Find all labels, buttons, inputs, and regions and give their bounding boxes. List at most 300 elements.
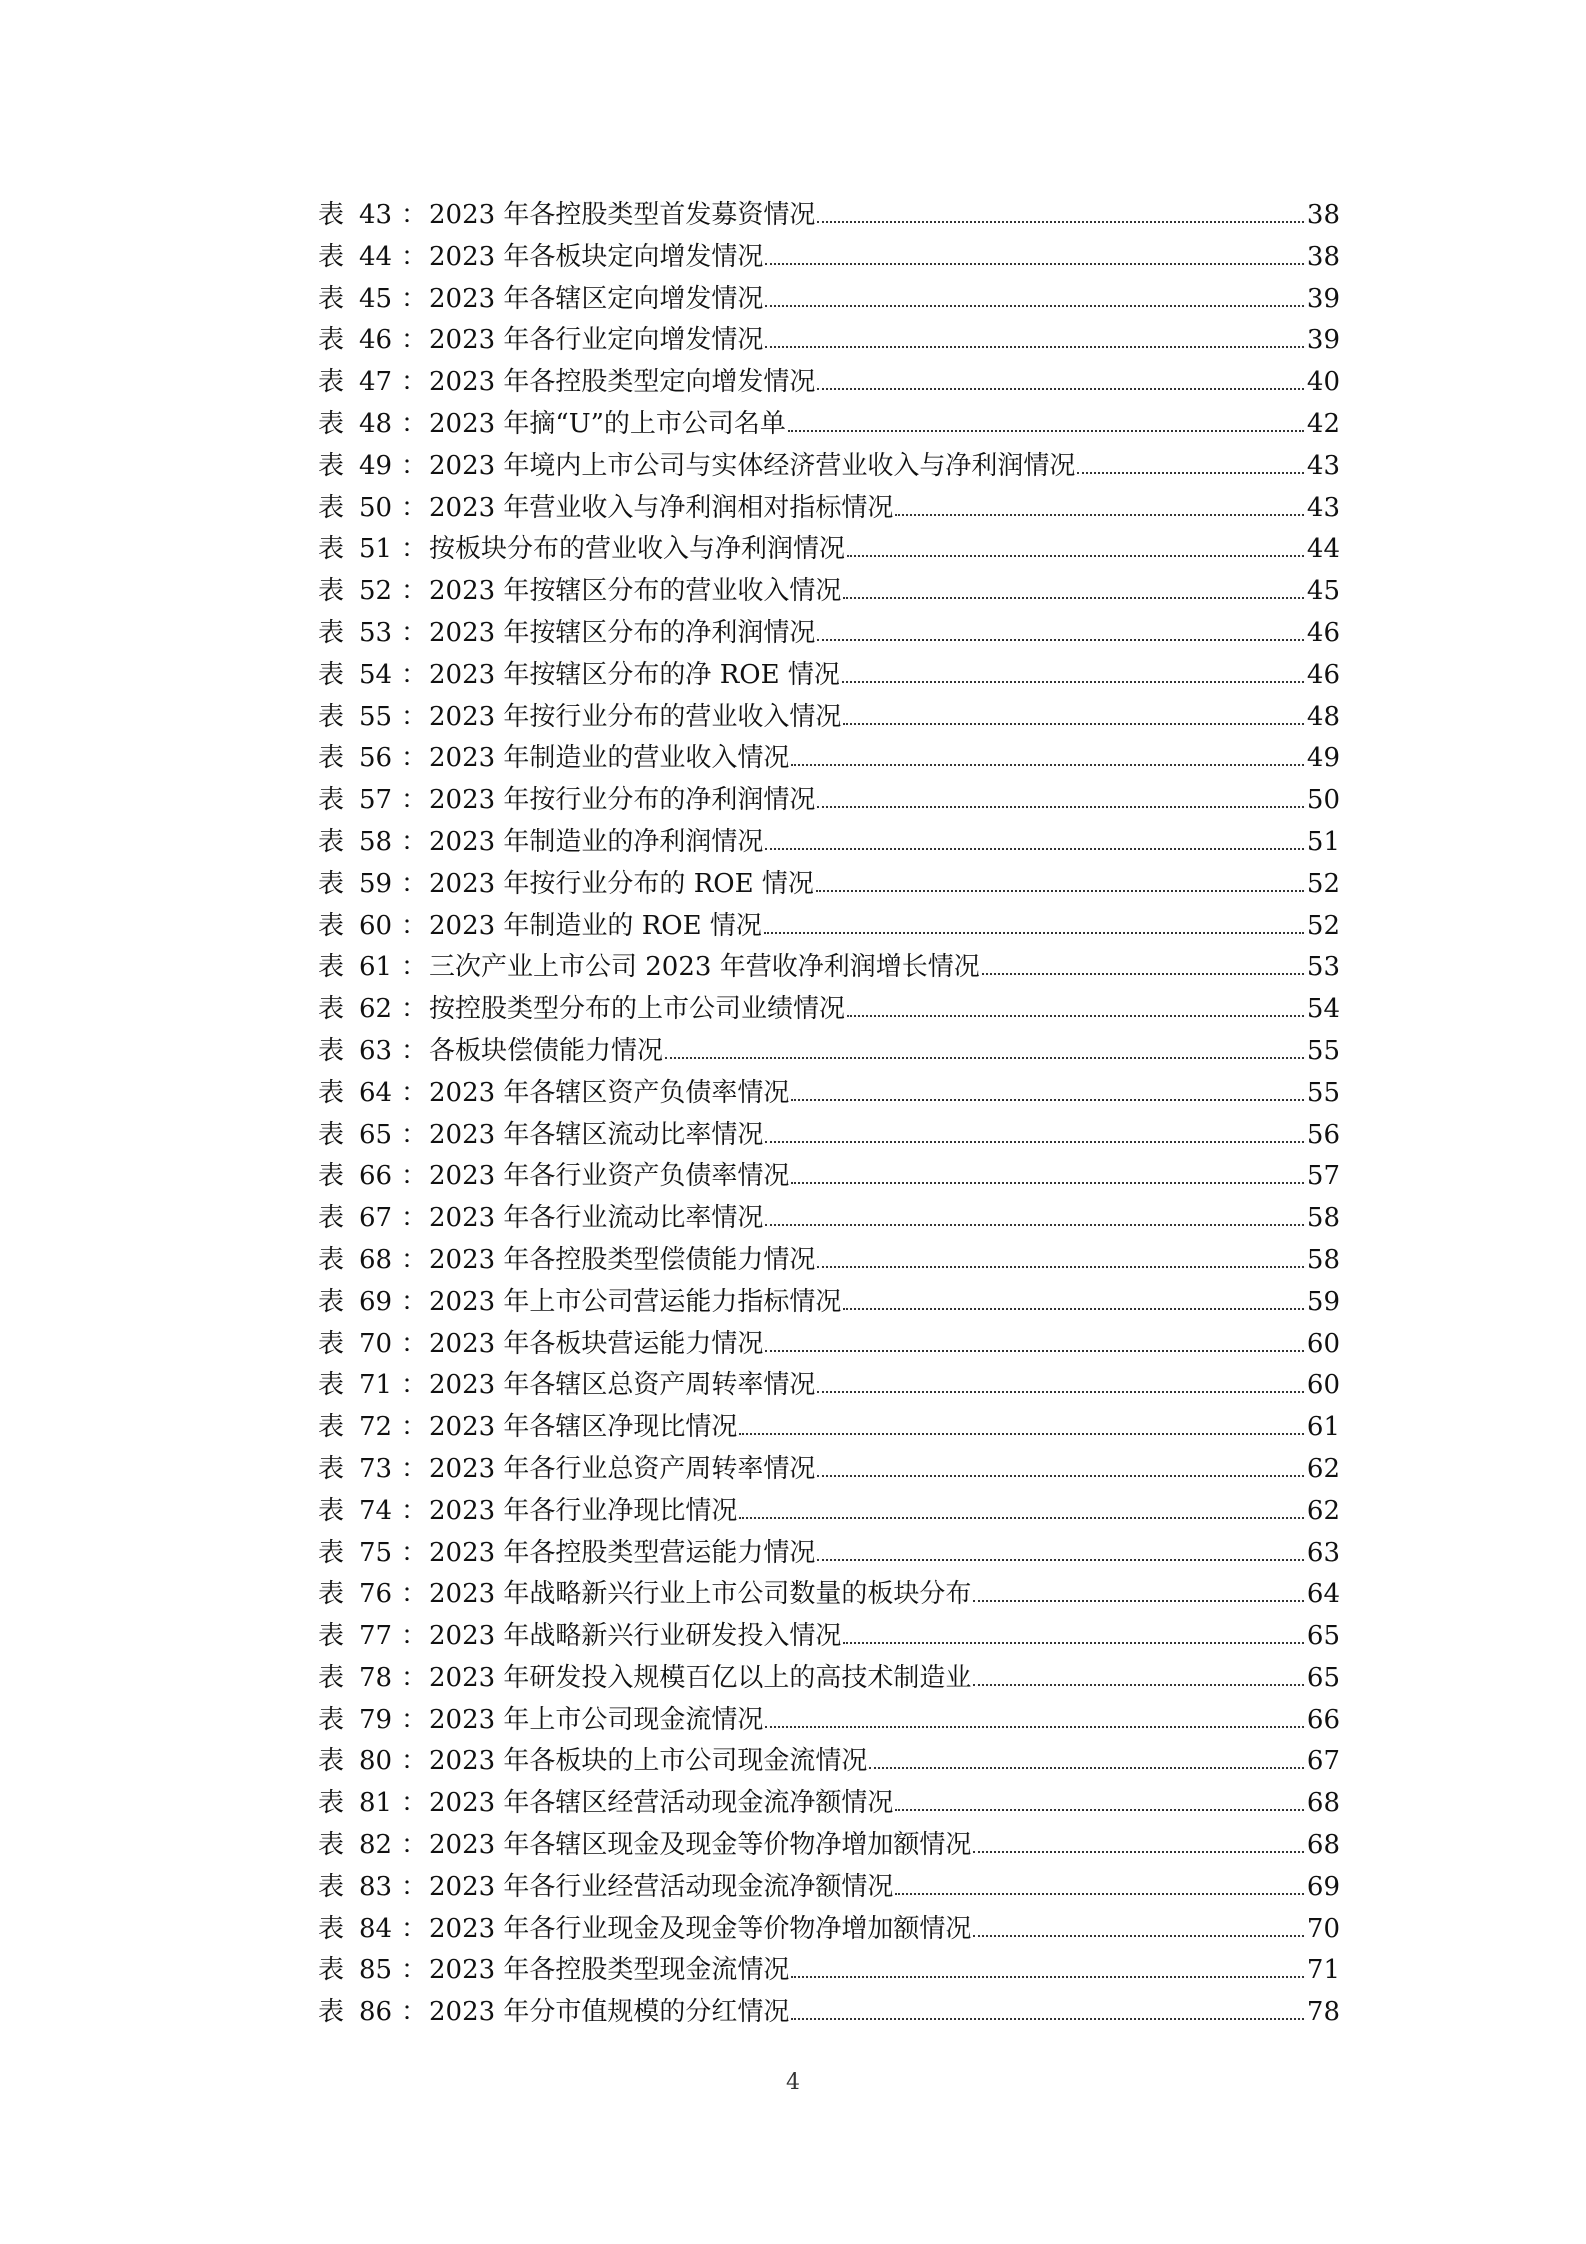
toc-entry-prefix: 表 xyxy=(318,1119,345,1150)
toc-entry-prefix: 表 xyxy=(318,1328,345,1359)
toc-entry-title: 2023 年制造业的 ROE 情况 xyxy=(429,910,762,941)
toc-entry-title: 2023 年按行业分布的 ROE 情况 xyxy=(429,868,814,899)
toc-entry-label xyxy=(318,655,429,697)
toc-entry-separator: ： xyxy=(400,1119,427,1150)
toc-entry-title: 2023 年制造业的净利润情况 xyxy=(429,826,764,857)
toc-entry-title: 2023 年上市公司营运能力指标情况 xyxy=(429,1286,842,1317)
toc-entry-prefix: 表 xyxy=(318,1830,345,1861)
toc-entry-prefix: 表 xyxy=(318,1244,345,1275)
toc-entry-prefix: 表 xyxy=(318,1662,345,1693)
toc-entry-page-number: 59 xyxy=(1306,1286,1340,1317)
toc-entry[interactable] xyxy=(318,1658,1340,1700)
toc-dot-leader xyxy=(895,513,1303,516)
toc-entry-number: 58 xyxy=(358,826,393,857)
toc-entry-page-number: 61 xyxy=(1306,1412,1340,1443)
toc-entry-title: 按板块分布的营业收入与净利润情况 xyxy=(429,534,846,565)
toc-entry-number: 62 xyxy=(358,994,393,1025)
toc-entry-label xyxy=(318,1073,429,1115)
toc-entry-label xyxy=(318,1574,429,1616)
toc-entry-prefix: 表 xyxy=(318,952,345,983)
toc-entry-separator: ： xyxy=(400,1746,427,1777)
toc-entry[interactable] xyxy=(318,1365,1340,1407)
toc-entry-separator: ： xyxy=(400,1871,427,1902)
toc-entry-label xyxy=(318,320,429,362)
toc-entry-title: 2023 年各辖区现金及现金等价物净增加额情况 xyxy=(429,1830,972,1861)
toc-entry[interactable] xyxy=(318,1156,1340,1198)
toc-entry-prefix: 表 xyxy=(318,1203,345,1234)
toc-entry-prefix: 表 xyxy=(318,1913,345,1944)
toc-entry-title: 2023 年各控股类型首发募资情况 xyxy=(429,200,816,230)
toc-dot-leader xyxy=(843,1641,1303,1644)
toc-entry-title: 2023 年战略新兴行业研发投入情况 xyxy=(429,1621,842,1652)
toc-entry-number: 49 xyxy=(358,450,393,481)
toc-entry-label xyxy=(318,697,429,739)
toc-entry-title: 2023 年分市值规模的分红情况 xyxy=(429,1997,790,2028)
toc-entry[interactable] xyxy=(318,1449,1340,1491)
toc-entry-separator: ： xyxy=(400,1662,427,1693)
toc-entry-number: 56 xyxy=(358,743,393,774)
toc-entry-label xyxy=(318,1198,429,1240)
toc-entry-label xyxy=(318,404,429,446)
toc-entry-number: 54 xyxy=(358,659,393,690)
toc-entry-separator: ： xyxy=(400,701,427,732)
toc-dot-leader xyxy=(788,429,1304,432)
toc-entry-page-number: 65 xyxy=(1306,1662,1340,1693)
toc-entry-prefix: 表 xyxy=(318,1955,345,1986)
toc-entry-label xyxy=(318,1115,429,1157)
toc-dot-leader xyxy=(791,1098,1303,1101)
toc-entry[interactable] xyxy=(318,738,1340,780)
toc-entry-prefix: 表 xyxy=(318,1370,345,1401)
toc-entry-label xyxy=(318,1658,429,1700)
toc-entry-prefix: 表 xyxy=(318,325,345,356)
toc-entry-page-number: 42 xyxy=(1306,408,1340,439)
toc-entry[interactable] xyxy=(318,237,1340,279)
toc-entry-page-number: 62 xyxy=(1306,1495,1340,1526)
toc-entry[interactable] xyxy=(318,822,1340,864)
toc-entry-label xyxy=(318,571,429,613)
toc-entry-separator: ： xyxy=(400,868,427,899)
toc-entry-title: 三次产业上市公司 2023 年营收净利润增长情况 xyxy=(429,952,980,983)
toc-dot-leader xyxy=(817,387,1303,390)
toc-dot-leader xyxy=(765,345,1303,348)
toc-entry-page-number: 68 xyxy=(1306,1788,1340,1819)
toc-entry-page-number: 56 xyxy=(1306,1119,1340,1150)
toc-entry[interactable] xyxy=(318,1950,1340,1992)
toc-dot-leader xyxy=(843,596,1303,599)
toc-entry-number: 80 xyxy=(358,1746,393,1777)
toc-entry-title: 2023 年各行业定向增发情况 xyxy=(429,325,764,356)
toc-entry-separator: ： xyxy=(400,1913,427,1944)
toc-entry-prefix: 表 xyxy=(318,1537,345,1568)
toc-entry-number: 53 xyxy=(358,617,393,648)
toc-entry-number: 71 xyxy=(358,1370,393,1401)
toc-entry-number: 44 xyxy=(358,241,393,272)
toc-entry-prefix: 表 xyxy=(318,1579,345,1610)
toc-entry-prefix: 表 xyxy=(318,367,345,398)
toc-entry-number: 86 xyxy=(358,1997,393,2028)
toc-entry-label xyxy=(318,195,429,237)
toc-entry-prefix: 表 xyxy=(318,1453,345,1484)
toc-entry-separator: ： xyxy=(400,1704,427,1735)
toc-entry-label xyxy=(318,1365,429,1407)
toc-entry-title: 2023 年各辖区总资产周转率情况 xyxy=(429,1370,816,1401)
toc-entry[interactable] xyxy=(318,989,1340,1031)
toc-entry[interactable] xyxy=(318,1992,1340,2034)
toc-dot-leader xyxy=(1077,471,1303,474)
toc-entry-label xyxy=(318,989,429,1031)
toc-entry-separator: ： xyxy=(400,1286,427,1317)
toc-entry-title: 2023 年各行业现金及现金等价物净增加额情况 xyxy=(429,1913,972,1944)
toc-entry-label xyxy=(318,1741,429,1783)
toc-dot-leader xyxy=(765,262,1303,265)
toc-entry-number: 52 xyxy=(358,576,393,607)
toc-entry[interactable] xyxy=(318,1616,1340,1658)
toc-entry-page-number: 38 xyxy=(1306,200,1340,230)
toc-entry-number: 75 xyxy=(358,1537,393,1568)
toc-dot-leader xyxy=(847,1014,1304,1017)
toc-entry-label xyxy=(318,362,429,404)
toc-dot-leader xyxy=(973,1850,1303,1853)
toc-entry-separator: ： xyxy=(400,492,427,523)
toc-entry-page-number: 43 xyxy=(1306,492,1340,523)
toc-entry-separator: ： xyxy=(400,325,427,356)
toc-dot-leader xyxy=(817,1265,1303,1268)
toc-entry-title: 2023 年各行业经营活动现金流净额情况 xyxy=(429,1871,894,1902)
toc-entry-prefix: 表 xyxy=(318,1871,345,1902)
toc-entry-number: 84 xyxy=(358,1913,393,1944)
toc-entry-title: 2023 年各控股类型营运能力情况 xyxy=(429,1537,816,1568)
toc-entry-page-number: 58 xyxy=(1306,1203,1340,1234)
toc-entry-prefix: 表 xyxy=(318,1286,345,1317)
page-number: 4 xyxy=(786,2070,800,2095)
toc-entry[interactable] xyxy=(318,529,1340,571)
toc-entry-separator: ： xyxy=(400,283,427,314)
toc-entry-prefix: 表 xyxy=(318,1997,345,2028)
toc-entry-prefix: 表 xyxy=(318,994,345,1025)
toc-entry-title: 2023 年上市公司现金流情况 xyxy=(429,1704,764,1735)
toc-dot-leader xyxy=(869,1766,1303,1769)
toc-entry-separator: ： xyxy=(400,1077,427,1108)
toc-entry-number: 69 xyxy=(358,1286,393,1317)
toc-entry-page-number: 55 xyxy=(1306,1035,1340,1066)
toc-entry-page-number: 52 xyxy=(1306,868,1340,899)
toc-entry[interactable] xyxy=(318,488,1340,530)
toc-entry-title: 2023 年按辖区分布的营业收入情况 xyxy=(429,576,842,607)
toc-entry-number: 45 xyxy=(358,283,393,314)
toc-entry-label xyxy=(318,488,429,530)
toc-entry-label xyxy=(318,738,429,780)
toc-entry[interactable] xyxy=(318,1198,1340,1240)
toc-dot-leader xyxy=(895,1892,1303,1895)
toc-entry-title: 2023 年各板块定向增发情况 xyxy=(429,241,764,272)
toc-entry-separator: ： xyxy=(400,1203,427,1234)
toc-entry-number: 85 xyxy=(358,1955,393,1986)
toc-entry-title: 2023 年按行业分布的净利润情况 xyxy=(429,785,816,816)
toc-dot-leader xyxy=(791,2017,1303,2020)
toc-entry-separator: ： xyxy=(400,1621,427,1652)
toc-entry[interactable] xyxy=(318,1491,1340,1533)
toc-entry-separator: ： xyxy=(400,1997,427,2028)
toc-entry-title: 2023 年各辖区定向增发情况 xyxy=(429,283,764,314)
toc-dot-leader xyxy=(765,1349,1303,1352)
toc-entry-prefix: 表 xyxy=(318,1161,345,1192)
toc-entry-separator: ： xyxy=(400,1328,427,1359)
toc-entry-page-number: 39 xyxy=(1306,325,1340,356)
toc-entry[interactable] xyxy=(318,320,1340,362)
toc-entry-title: 各板块偿债能力情况 xyxy=(429,1035,664,1066)
toc-dot-leader xyxy=(973,1683,1303,1686)
toc-entry-separator: ： xyxy=(400,576,427,607)
toc-dot-leader xyxy=(817,220,1303,223)
toc-entry[interactable] xyxy=(318,613,1340,655)
toc-entry[interactable] xyxy=(318,404,1340,446)
toc-entry[interactable] xyxy=(318,1700,1340,1742)
toc-entry-page-number: 40 xyxy=(1306,367,1340,398)
toc-entry-separator: ： xyxy=(400,785,427,816)
toc-entry-title: 2023 年制造业的营业收入情况 xyxy=(429,743,790,774)
toc-entry[interactable] xyxy=(318,1282,1340,1324)
toc-dot-leader xyxy=(843,722,1303,725)
toc-dot-leader xyxy=(739,1432,1303,1435)
toc-dot-leader xyxy=(817,1474,1303,1477)
toc-entry-title: 2023 年各控股类型定向增发情况 xyxy=(429,367,816,398)
toc-entry-page-number: 63 xyxy=(1306,1537,1340,1568)
toc-entry-separator: ： xyxy=(400,367,427,398)
toc-entry-title: 2023 年各控股类型现金流情况 xyxy=(429,1955,790,1986)
toc-entry-page-number: 57 xyxy=(1306,1161,1340,1192)
toc-entry-prefix: 表 xyxy=(318,492,345,523)
toc-entry-number: 48 xyxy=(358,408,393,439)
toc-dot-leader xyxy=(973,1599,1303,1602)
toc-dot-leader xyxy=(765,1223,1303,1226)
toc-entry-separator: ： xyxy=(400,910,427,941)
toc-entry-label xyxy=(318,1950,429,1992)
toc-entry[interactable] xyxy=(318,1741,1340,1783)
toc-entry-separator: ： xyxy=(400,659,427,690)
toc-entry-prefix: 表 xyxy=(318,1077,345,1108)
toc-entry[interactable] xyxy=(318,1240,1340,1282)
toc-entry[interactable] xyxy=(318,446,1340,488)
toc-entry[interactable] xyxy=(318,571,1340,613)
toc-entry-page-number: 53 xyxy=(1306,952,1340,983)
toc-entry-title: 2023 年按行业分布的营业收入情况 xyxy=(429,701,842,732)
toc-entry-label xyxy=(318,279,429,321)
toc-entry[interactable] xyxy=(318,864,1340,906)
toc-dot-leader xyxy=(817,1390,1303,1393)
toc-entry-page-number: 49 xyxy=(1306,743,1340,774)
toc-entry-label xyxy=(318,1407,429,1449)
toc-entry-separator: ： xyxy=(400,1579,427,1610)
toc-entry-separator: ： xyxy=(400,200,427,230)
toc-entry-page-number: 71 xyxy=(1306,1955,1340,1986)
toc-entry[interactable] xyxy=(318,655,1340,697)
toc-entry-prefix: 表 xyxy=(318,450,345,481)
toc-entry-separator: ： xyxy=(400,1495,427,1526)
toc-dot-leader xyxy=(791,763,1303,766)
toc-entry-separator: ： xyxy=(400,1161,427,1192)
toc-entry-number: 57 xyxy=(358,785,393,816)
toc-entry-prefix: 表 xyxy=(318,826,345,857)
toc-entry[interactable] xyxy=(318,906,1340,948)
toc-entry[interactable] xyxy=(318,1783,1340,1825)
toc-entry[interactable] xyxy=(318,1825,1340,1867)
toc-entry-label xyxy=(318,1324,429,1366)
toc-entry-page-number: 52 xyxy=(1306,910,1340,941)
toc-entry-prefix: 表 xyxy=(318,1035,345,1066)
toc-entry-page-number: 39 xyxy=(1306,283,1340,314)
toc-entry[interactable] xyxy=(318,362,1340,404)
toc-entry[interactable] xyxy=(318,1031,1340,1073)
toc-dot-leader xyxy=(765,847,1303,850)
toc-entry-page-number: 66 xyxy=(1306,1704,1340,1735)
toc-entry[interactable] xyxy=(318,1115,1340,1157)
toc-entry-title: 2023 年各辖区流动比率情况 xyxy=(429,1119,764,1150)
toc-dot-leader xyxy=(791,1975,1303,1978)
toc-entry-title: 2023 年研发投入规模百亿以上的高技术制造业 xyxy=(429,1662,972,1693)
toc-entry-number: 77 xyxy=(358,1621,393,1652)
toc-dot-leader xyxy=(843,1307,1303,1310)
toc-entry-title: 按控股类型分布的上市公司业绩情况 xyxy=(429,994,846,1025)
toc-entry-label xyxy=(318,613,429,655)
toc-entry-number: 79 xyxy=(358,1704,393,1735)
toc-entry-number: 83 xyxy=(358,1871,393,1902)
toc-entry-label xyxy=(318,864,429,906)
toc-entry-page-number: 60 xyxy=(1306,1370,1340,1401)
toc-entry[interactable] xyxy=(318,1867,1340,1909)
toc-entry[interactable] xyxy=(318,195,1340,237)
toc-entry-prefix: 表 xyxy=(318,241,345,272)
toc-entry[interactable] xyxy=(318,1073,1340,1115)
toc-entry-separator: ： xyxy=(400,241,427,272)
toc-entry-number: 70 xyxy=(358,1328,393,1359)
toc-entry-number: 55 xyxy=(358,701,393,732)
toc-dot-leader xyxy=(665,1056,1304,1059)
toc-entry-label xyxy=(318,1700,429,1742)
toc-entry-title: 2023 年各行业流动比率情况 xyxy=(429,1203,764,1234)
toc-entry-title: 2023 年各辖区经营活动现金流净额情况 xyxy=(429,1788,894,1819)
toc-dot-leader xyxy=(765,304,1303,307)
toc-entry-page-number: 62 xyxy=(1306,1453,1340,1484)
toc-entry-title: 2023 年各辖区资产负债率情况 xyxy=(429,1077,790,1108)
toc-dot-leader xyxy=(817,1558,1303,1561)
toc-entry-label xyxy=(318,1825,429,1867)
toc-entry-page-number: 38 xyxy=(1306,241,1340,272)
toc-entry[interactable] xyxy=(318,1909,1340,1951)
toc-entry-page-number: 65 xyxy=(1306,1621,1340,1652)
toc-entry-separator: ： xyxy=(400,1830,427,1861)
toc-entry-label xyxy=(318,947,429,989)
toc-entry[interactable] xyxy=(318,697,1340,739)
toc-entry-page-number: 46 xyxy=(1306,617,1340,648)
toc-entry-separator: ： xyxy=(400,1412,427,1443)
toc-entry-title: 2023 年各辖区净现比情况 xyxy=(429,1412,738,1443)
toc-entry[interactable] xyxy=(318,1407,1340,1449)
toc-entry-separator: ： xyxy=(400,450,427,481)
toc-entry-number: 46 xyxy=(358,325,393,356)
toc-entry-number: 59 xyxy=(358,868,393,899)
toc-entry-prefix: 表 xyxy=(318,1704,345,1735)
toc-entry-number: 68 xyxy=(358,1244,393,1275)
toc-entry-number: 82 xyxy=(358,1830,393,1861)
toc-entry[interactable] xyxy=(318,279,1340,321)
toc-entry[interactable] xyxy=(318,1533,1340,1575)
toc-dot-leader xyxy=(764,931,1304,934)
toc-entry-number: 64 xyxy=(358,1077,393,1108)
toc-entry-separator: ： xyxy=(400,1788,427,1819)
toc-entry-prefix: 表 xyxy=(318,283,345,314)
toc-entry-title: 2023 年各行业净现比情况 xyxy=(429,1495,738,1526)
toc-entry-prefix: 表 xyxy=(318,701,345,732)
toc-entry-title: 2023 年各板块的上市公司现金流情况 xyxy=(429,1746,868,1777)
toc-entry[interactable] xyxy=(318,1574,1340,1616)
toc-entry-title: 2023 年营业收入与净利润相对指标情况 xyxy=(429,492,894,523)
toc-entry-page-number: 68 xyxy=(1306,1830,1340,1861)
toc-entry-number: 73 xyxy=(358,1453,393,1484)
toc-entry-label xyxy=(318,1783,429,1825)
toc-entry-prefix: 表 xyxy=(318,1621,345,1652)
toc-entry-prefix: 表 xyxy=(318,743,345,774)
toc-entry-label xyxy=(318,780,429,822)
toc-entry-page-number: 67 xyxy=(1306,1746,1340,1777)
toc-entry-prefix: 表 xyxy=(318,617,345,648)
toc-entry-separator: ： xyxy=(400,1035,427,1066)
toc-entry-page-number: 46 xyxy=(1306,659,1340,690)
toc-entry-separator: ： xyxy=(400,994,427,1025)
toc-entry-title: 2023 年各板块营运能力情况 xyxy=(429,1328,764,1359)
toc-entry-page-number: 44 xyxy=(1306,534,1340,565)
toc-entry-number: 47 xyxy=(358,367,393,398)
table-of-contents-list xyxy=(318,195,1340,2034)
toc-entry-label xyxy=(318,1867,429,1909)
toc-entry-number: 74 xyxy=(358,1495,393,1526)
toc-dot-leader xyxy=(895,1808,1303,1811)
toc-dot-leader xyxy=(791,1181,1303,1184)
toc-entry-prefix: 表 xyxy=(318,534,345,565)
toc-entry-number: 67 xyxy=(358,1203,393,1234)
toc-entry-number: 66 xyxy=(358,1161,393,1192)
toc-dot-leader xyxy=(817,638,1303,641)
toc-entry-number: 43 xyxy=(358,200,393,230)
toc-dot-leader xyxy=(842,680,1304,683)
toc-entry-page-number: 51 xyxy=(1306,826,1340,857)
toc-entry-label xyxy=(318,1533,429,1575)
toc-entry-prefix: 表 xyxy=(318,1788,345,1819)
toc-entry-label xyxy=(318,822,429,864)
toc-entry-title: 2023 年摘“U”的上市公司名单 xyxy=(429,408,786,439)
toc-entry[interactable] xyxy=(318,1324,1340,1366)
toc-entry-number: 63 xyxy=(358,1035,393,1066)
toc-entry-separator: ： xyxy=(400,952,427,983)
toc-entry-title: 2023 年按辖区分布的净利润情况 xyxy=(429,617,816,648)
toc-dot-leader xyxy=(739,1516,1303,1519)
toc-entry-separator: ： xyxy=(400,1453,427,1484)
toc-dot-leader xyxy=(816,889,1304,892)
toc-entry[interactable] xyxy=(318,947,1340,989)
toc-entry-label xyxy=(318,1992,429,2034)
toc-entry[interactable] xyxy=(318,780,1340,822)
toc-entry-number: 60 xyxy=(358,910,393,941)
toc-entry-label xyxy=(318,906,429,948)
toc-entry-page-number: 50 xyxy=(1306,785,1340,816)
toc-entry-page-number: 43 xyxy=(1306,450,1340,481)
toc-entry-number: 78 xyxy=(358,1662,393,1693)
toc-dot-leader xyxy=(973,1934,1303,1937)
toc-entry-title: 2023 年境内上市公司与实体经济营业收入与净利润情况 xyxy=(429,450,1076,481)
toc-entry-separator: ： xyxy=(400,1244,427,1275)
toc-entry-separator: ： xyxy=(400,1370,427,1401)
toc-entry-number: 65 xyxy=(358,1119,393,1150)
